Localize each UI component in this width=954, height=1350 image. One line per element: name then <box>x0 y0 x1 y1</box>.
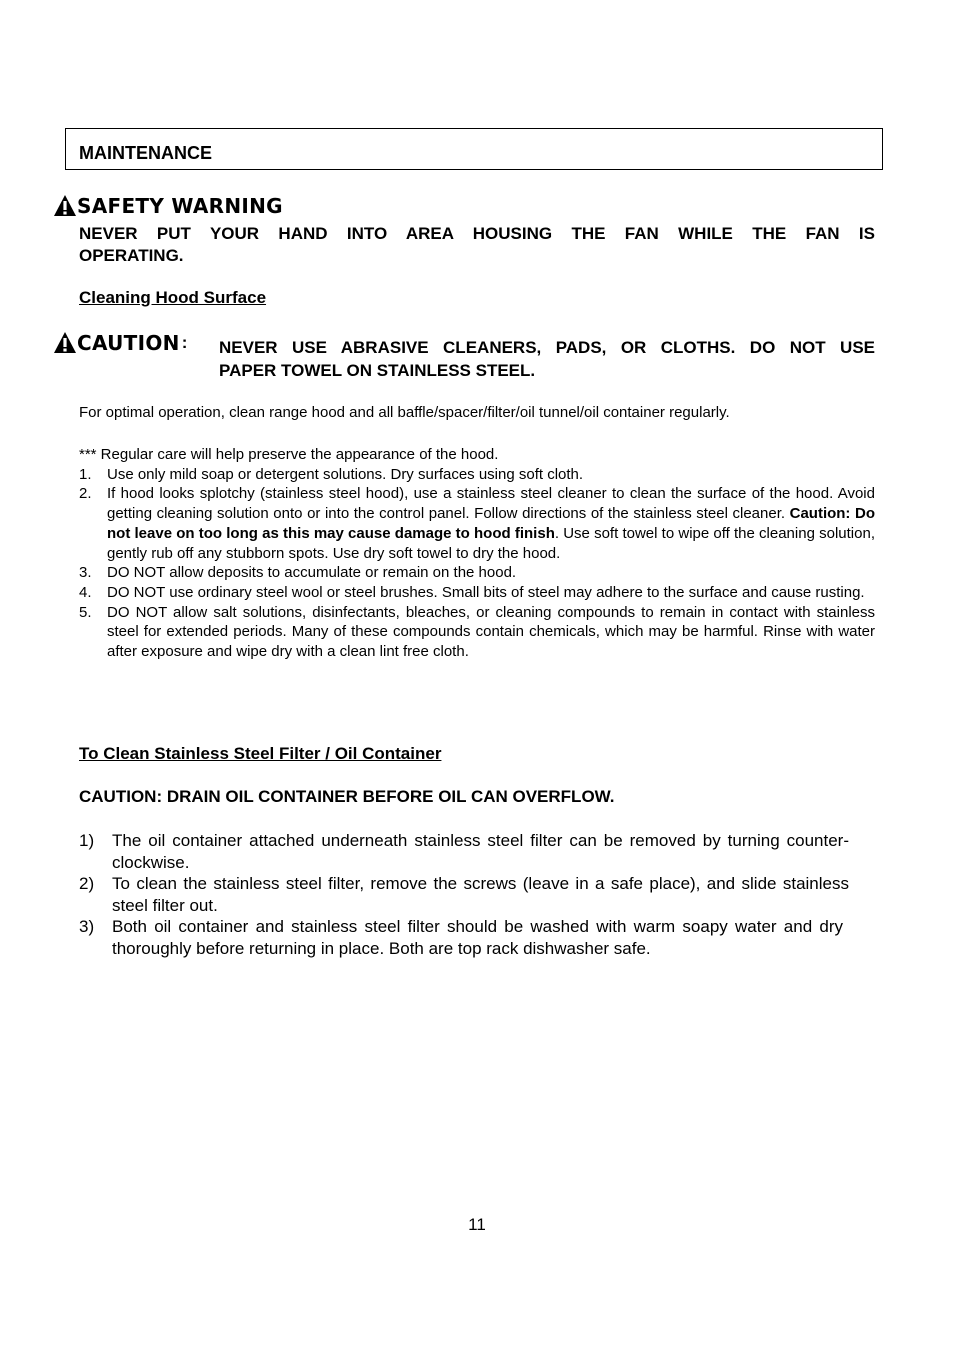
safety-warning-heading <box>53 194 283 218</box>
caution-title: CAUTION <box>77 331 180 355</box>
care-note: *** Regular care will help preserve the appearance of the hood. <box>79 446 499 463</box>
list-item: 4. DO NOT use ordinary steel wool or steel brushes. Small bits of steel may adhere to the surface and cause rusting. <box>79 583 865 601</box>
list-item: 5. DO NOT allow salt solutions, disinfectants, bleaches, or cleaning compounds to remain in contact with stainless steel for extended periods. Many of these compounds contain chemicals, which may be harmful. Rinse with water after exposure and wipe dry with a clean lint free cloth. <box>79 603 875 661</box>
filter-heading: To Clean Stainless Steel Filter / Oil Container <box>79 744 442 763</box>
page-number: 11 <box>468 1215 486 1234</box>
cleaning-care-list <box>79 445 875 662</box>
list-item: 3. DO NOT allow deposits to accumulate or remain on the hood. <box>79 564 517 582</box>
warning-triangle-icon <box>53 194 77 218</box>
list-item: 2. If hood looks splotchy (stainless steel hood), use a stainless steel cleaner to clean the surface of the hood. Avoid getting cleaning solution onto or into the control panel. Follow directions of the stainless steel cleaner. Caution: Do not leave on too long as this may cause damage to hood finish. Use soft towel to wipe off the cleaning solution, gently rub off any stubborn spots. Use dry soft towel to dry the hood. <box>79 485 875 562</box>
cleaning-hood-heading: Cleaning Hood Surface <box>79 288 267 307</box>
list-item: 3) Both oil container and stainless steel filter should be washed with warm soapy water and dry thoroughly before returning in place. Both are top rack dishwasher safe. <box>79 917 843 958</box>
filter-caution: CAUTION: DRAIN OIL CONTAINER BEFORE OIL CAN OVERFLOW. <box>79 787 615 806</box>
safety-warning-title: SAFETY WARNING <box>77 194 283 218</box>
caution-triangle-icon <box>53 331 77 355</box>
section-title: MAINTENANCE <box>79 143 212 163</box>
cleaning-intro: For optimal operation, clean range hood and all baffle/spacer/filter/oil tunnel/oil container regularly. <box>79 404 730 421</box>
safety-warning-line2: OPERATING. <box>79 246 184 265</box>
caution-line2: PAPER TOWEL ON STAINLESS STEEL. <box>219 361 536 380</box>
list-item: 2) To clean the stainless steel filter, remove the screws (leave in a safe place), and slide stainless steel filter out. <box>79 874 849 915</box>
caution-heading <box>53 331 187 355</box>
caution-line1: NEVER USE ABRASIVE CLEANERS, PADS, OR CLOTHS. DO NOT USE <box>219 338 875 357</box>
list-item: 1) The oil container attached underneath stainless steel filter can be removed by turning counter-clockwise. <box>79 831 849 872</box>
list-item: 1. Use only mild soap or detergent solutions. Dry surfaces using soft cloth. <box>79 465 584 483</box>
safety-warning-line1: NEVER PUT YOUR HAND INTO AREA HOUSING THE FAN WHILE THE FAN IS <box>79 224 875 243</box>
filter-steps <box>79 830 849 959</box>
caution-colon: : <box>181 333 188 352</box>
